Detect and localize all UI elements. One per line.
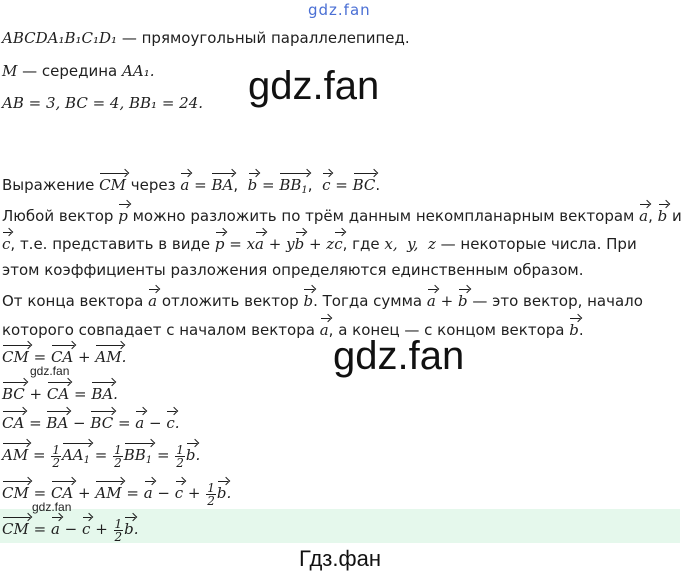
and-text: и <box>672 207 682 225</box>
small-watermark-1: gdz.fan <box>30 364 70 378</box>
theory-line-1: Любой вектор p можно разложить по трём данным некомпланарным векторам a, b и <box>2 203 682 226</box>
equation-2: BC + CA = BA. <box>2 381 118 404</box>
midpoint-segment: AA₁. <box>122 62 155 80</box>
express-line: Выражение CM через a = BA, $b = BB_1$, c = BC. <box>2 172 380 201</box>
solid-name: ABCDA₁B₁C₁D₁ <box>2 29 118 47</box>
given-lengths <box>2 93 203 113</box>
any-vector-text: Любой вектор <box>2 207 114 225</box>
solid-desc: — прямоугольный параллелепипед. <box>121 29 410 47</box>
end-match-text: , а конец — с концом вектора <box>328 321 565 339</box>
top-watermark: gdz.fan <box>308 1 371 19</box>
express-mid: через <box>130 176 176 194</box>
then-sum-text: . Тогда сумма <box>313 292 423 310</box>
big-watermark-1: gdz.fan <box>248 64 380 108</box>
midpoint-desc: — середина <box>22 62 118 80</box>
equation-4: AM = $\frac{1}{2}$ $AA_1$ = $\frac{1}{2}$ $BB_1$ = $\frac{1}{2}$ b. <box>2 442 201 470</box>
footer-watermark: Гдз.фан <box>299 546 381 571</box>
equation-3: CA = BA − BC = a − c. <box>2 410 180 433</box>
lay-off-text: отложить вектор <box>161 292 299 310</box>
equation-1: CM = CA + AM. <box>2 344 126 367</box>
big-watermark-2: gdz.fan <box>333 334 465 378</box>
uniquely-text: этом коэффициенты разложения определяются единственным образом. <box>2 261 584 279</box>
theory-line-4: От конца вектора a отложить вектор b. Тогда сумма a + b — это вектор, начало <box>2 288 643 311</box>
equation-5: CM = CA + AM = a − c + $\frac{1}{2}$ b. <box>2 480 232 508</box>
express-prefix: Выражение <box>2 176 95 194</box>
theory-line-2: c, т.е. представить в виде p = xa + yb + zc, где x, y, z — некоторые числа. При <box>2 231 637 254</box>
where-text: , где <box>342 235 380 253</box>
decompose-text: можно разложить по трём данным некомпланарным векторам <box>132 207 635 225</box>
midpoint-point: M <box>2 62 18 80</box>
given-midpoint <box>2 61 155 81</box>
small-watermark-2: gdz.fan <box>32 500 72 514</box>
begin-match-text: которого совпадает с началом вектора <box>2 321 315 339</box>
this-vector-text: — это вектор, начало <box>472 292 643 310</box>
lengths: AB = 3, BC = 4, BB₁ = 24. <box>2 94 204 112</box>
period-text: . <box>578 321 584 339</box>
from-end-text: От конца вектора <box>2 292 144 310</box>
ie-text: , т.е. представить в виде <box>10 235 211 253</box>
some-numbers-text: — некоторые числа. При <box>440 235 637 253</box>
answer-equation: CM = a − c + $\frac{1}{2}$ b. <box>2 516 139 544</box>
given-solid <box>2 28 410 48</box>
theory-line-5: которого совпадает с началом вектора a, а конец — с концом вектора b. <box>2 317 584 340</box>
theory-line-3 <box>2 260 583 280</box>
